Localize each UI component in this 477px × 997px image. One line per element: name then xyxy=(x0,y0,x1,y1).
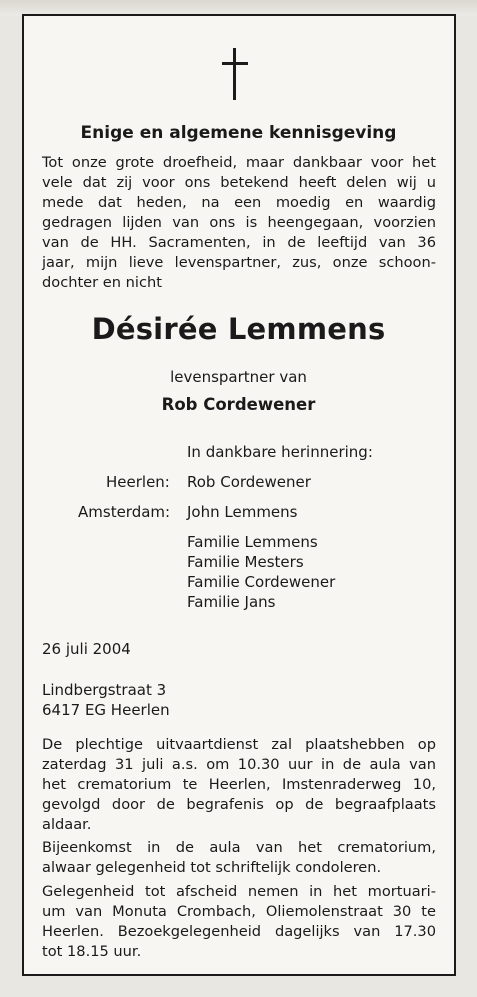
intro-line: Tot onze grote droefheid, maar dankbaar voor het xyxy=(42,154,436,171)
address-block xyxy=(42,680,170,720)
gathering-line: Bijeenkomst in de aula van het crematorium, xyxy=(42,839,436,856)
announcement-heading: Enige en algemene kennisgeving xyxy=(80,123,397,143)
deceased-name: Désirée Lemmens xyxy=(91,312,386,346)
address-line: 6417 EG Heerlen xyxy=(42,701,170,719)
family-item: Familie Jans xyxy=(187,593,276,611)
intro-line: mede dat heden, na een moedig en waardig xyxy=(42,194,436,211)
family-item: Familie Mesters xyxy=(187,553,304,571)
mourner-name: Rob Cordewener xyxy=(187,473,311,491)
farewell-paragraph xyxy=(42,882,436,962)
intro-line: jaar, mijn lieve levenspartner, zus, onze schoon- xyxy=(42,254,436,271)
intro-line: gedragen lijden van ons is heengegaan, voorzien xyxy=(42,214,436,231)
mourner-place: Amsterdam: xyxy=(78,503,171,521)
intro-line: van de HH. Sacramenten, in de leeftijd van 36 xyxy=(42,234,436,251)
farewell-line: tot 18.15 uur. xyxy=(42,943,142,960)
family-item: Familie Cordewener xyxy=(187,573,336,591)
service-line: het crematorium te Heerlen, Imstenraderweg 10, xyxy=(42,776,436,793)
mourner-place: Heerlen: xyxy=(106,473,170,491)
gathering-line: alwaar gelegenheid tot schriftelijk condoleren. xyxy=(42,859,382,876)
service-line: gevolgd door de begrafenis op de begraafplaats xyxy=(42,796,436,813)
intro-line: vele dat zij voor ons betekend heeft delen wij u xyxy=(42,174,436,191)
service-line: aldaar. xyxy=(42,816,92,833)
service-line: De plechtige uitvaartdienst zal plaatshebben op xyxy=(42,736,436,753)
service-paragraph xyxy=(42,735,436,835)
farewell-line: Heerlen. Bezoekgelegenheid dagelijks van 17.30 xyxy=(42,923,436,940)
partner-label: levenspartner van xyxy=(170,368,307,386)
mourner-name: John Lemmens xyxy=(187,503,298,521)
intro-line: dochter en nicht xyxy=(42,274,162,291)
intro-paragraph xyxy=(42,153,436,293)
farewell-line: um van Monuta Crombach, Oliemolenstraat 30 te xyxy=(42,903,436,920)
notice-date: 26 juli 2004 xyxy=(42,640,131,658)
partner-name: Rob Cordewener xyxy=(161,395,316,414)
cross-icon xyxy=(222,48,248,100)
remembrance-line: In dankbare herinnering: xyxy=(187,443,373,461)
family-list xyxy=(187,532,335,612)
address-line: Lindbergstraat 3 xyxy=(42,681,167,699)
family-item: Familie Lemmens xyxy=(187,533,318,551)
gathering-paragraph xyxy=(42,838,436,878)
service-line: zaterdag 31 juli a.s. om 10.30 uur in de aula van xyxy=(42,756,436,773)
farewell-line: Gelegenheid tot afscheid nemen in het mortuari- xyxy=(42,883,436,900)
